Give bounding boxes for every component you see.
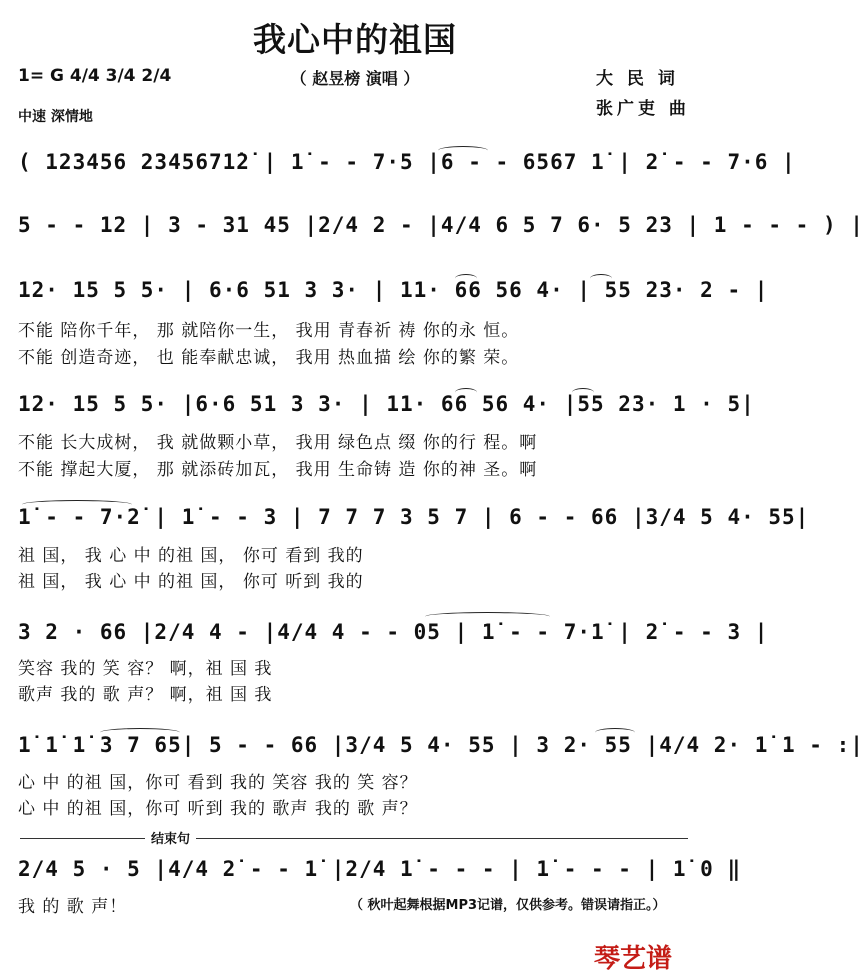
notation-row-5: 1̇ - - 7·2̇ | 1̇ - - 3 | 7 7 7 3 5 7 | 6 - - 66 |3/4 5 4· 55| [18, 505, 810, 529]
lyric-row-3-verse-1: 不能 陪你千年， 那 就陪你一生， 我用 青春祈 祷 你的永 恒。 [18, 321, 520, 341]
slur-mark [595, 728, 635, 737]
slur-mark [100, 728, 180, 737]
page-title: 我心中的祖国 [253, 20, 457, 59]
slur-mark [438, 146, 488, 155]
slur-mark [22, 500, 132, 509]
lyric-row-6-verse-1: 笑容 我的 笑 容？ 啊，祖 国 我 [18, 659, 273, 679]
slur-mark [590, 274, 612, 283]
notation-row-3: 12· 15 5 5· | 6·6 51 3 3· | 11· 66 56 4· | 55 23· 2 - | [18, 278, 769, 302]
ending-label: 结束句 [145, 828, 196, 847]
lyric-row-7-verse-1: 心 中 的祖 国，你可 看到 我的 笑容 我的 笑 容？ [18, 773, 418, 793]
slur-mark [455, 388, 477, 397]
notation-row-8: 2/4 5 · 5 |4/4 2̇ - - 1̇ |2/4 1̇ - - - | 1̇ - - - | 1̇ 0 ‖ [18, 857, 742, 881]
lyricist-credit: 大 民 词 [596, 69, 679, 89]
notation-row-2: 5 - - 12 | 3 - 31 45 |2/4 2 - |4/4 6 5 7 6· 5 23 | 1 - - - ) | [18, 213, 864, 237]
transcription-note: （ 秋叶起舞根据MP3记谱，仅供参考。错误请指正。） [350, 898, 666, 913]
singer-credit: （ 赵昱榜 演唱 ） [290, 69, 420, 88]
lyric-row-4-verse-2: 不能 撑起大厦， 那 就添砖加瓦， 我用 生命铸 造 你的神 圣。啊 [18, 460, 538, 480]
notation-row-4: 12· 15 5 5· |6·6 51 3 3· | 11· 66 56 4· |55 23· 1 · 5| [18, 392, 755, 416]
lyric-row-5-verse-1: 祖 国， 我 心 中 的祖 国， 你可 看到 我的 [18, 546, 364, 566]
lyric-row-5-verse-2: 祖 国， 我 心 中 的祖 国， 你可 听到 我的 [18, 572, 364, 592]
key-signature: 1= G 4/4 3/4 2/4 [18, 66, 172, 86]
slur-mark [572, 388, 594, 397]
slur-mark [455, 274, 477, 283]
notation-row-1: ( 123456 2345671̇2̇ | 1̇ - - 7·5 |6 - - 6567 1̇ | 2̇ - - 7·6 | [18, 150, 796, 174]
tempo-marking: 中速 深情地 [18, 109, 93, 125]
lyric-row-8: 我 的 歌 声！ [18, 897, 128, 917]
notation-row-6: 3 2 · 66 |2/4 4 - |4/4 4 - - 05 | 1̇ - - 7·1̇ | 2̇ - - 3 | [18, 620, 769, 644]
slur-mark [425, 612, 550, 621]
lyric-row-7-verse-2: 心 中 的祖 国，你可 听到 我的 歌声 我的 歌 声？ [18, 799, 418, 819]
ending-bracket-line [20, 838, 688, 839]
lyric-row-4-verse-1: 不能 长大成树， 我 就做颗小草， 我用 绿色点 缀 你的行 程。啊 [18, 433, 538, 453]
lyric-row-6-verse-2: 歌声 我的 歌 声？ 啊，祖 国 我 [18, 685, 273, 705]
notation-row-7: 1̇ 1̇ 1̇ 3 7 65| 5 - - 66 |3/4 5 4· 55 | 3 2· 55 |4/4 2· 1̇ 1 - :| [18, 733, 864, 757]
site-watermark-logo: 琴艺谱 [594, 944, 673, 974]
lyric-row-3-verse-2: 不能 创造奇迹， 也 能奉献忠诚， 我用 热血描 绘 你的繁 荣。 [18, 348, 520, 368]
composer-credit: 张广吏 曲 [596, 99, 690, 119]
